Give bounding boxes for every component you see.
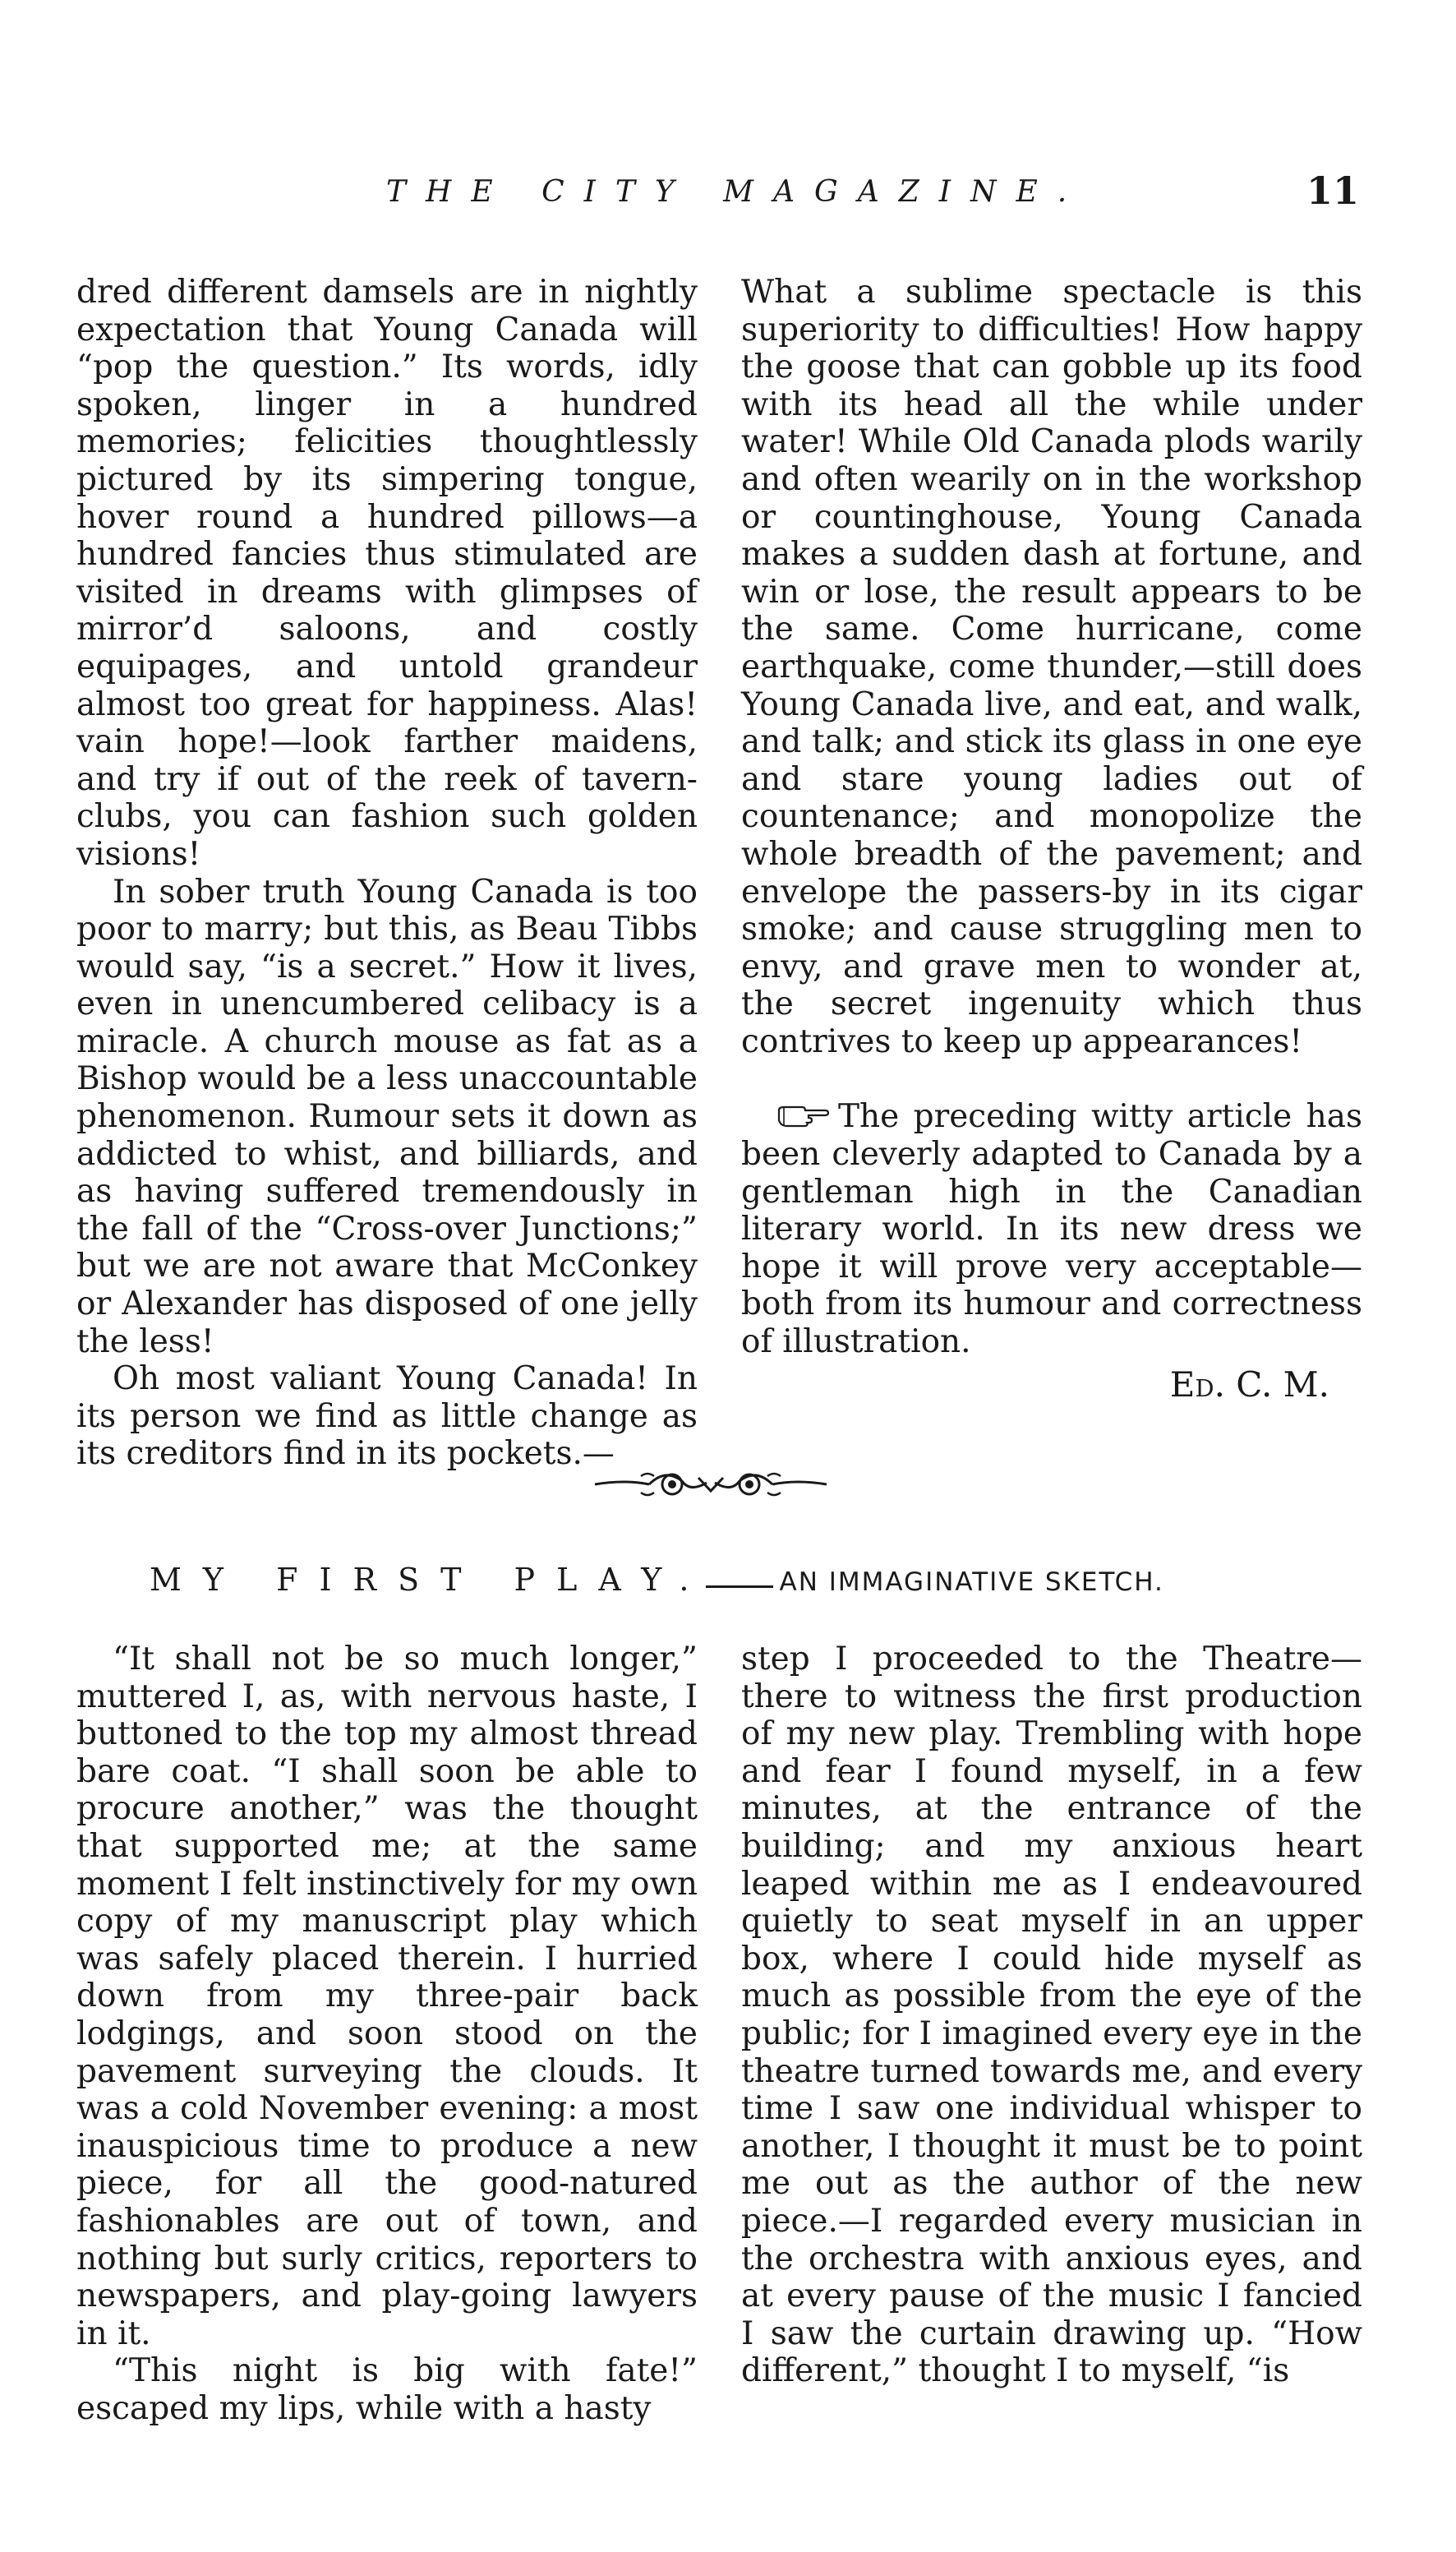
article2-paragraph: “This night is big with fate!” escaped my lips, while with a hasty bbox=[76, 2352, 698, 2427]
page-header bbox=[0, 168, 1456, 218]
article1-column-left bbox=[76, 274, 698, 1473]
article2-paragraph: “It shall not be so much longer,” muttered I, as, with nervous haste, I buttoned to the top my almost thread bare coat. “I shall soon be able to procure another,” was the thought that supported me; at the same moment I felt instinctively for my own copy of my manuscript play which was safely placed therein. I hurried down from my three-pair back lodgings, and soon stood on the pavement surveying the clouds. It was a cold November evening: a most inauspicious time to produce a new piece, for all the good-natured fashionables are out of town, and nothing but surly critics, reporters to newspapers, and play-going lawyers in it. bbox=[76, 1641, 698, 2352]
page-number: 11 bbox=[1306, 168, 1360, 213]
pointing-hand-icon bbox=[777, 1104, 830, 1128]
article-title: MY FIRST PLAY. bbox=[150, 1562, 711, 1598]
article2-column-left bbox=[76, 1641, 698, 2427]
article1-paragraph: Oh most valiant Young Canada! In its person we find as little change as its creditors find in its pockets.— bbox=[76, 1360, 698, 1473]
editor-signature: Ed. C. M. bbox=[1169, 1364, 1329, 1405]
article1-paragraph: In sober truth Young Canada is too poor to marry; but this, as Beau Tibbs would say, “is a secret.” How it lives, even in unencumbered celibacy is a miracle. A church mouse as fat as a Bishop would be a less unaccountable phenomenon. Rumour sets it down as addicted to whist, and billiards, and as having suffered tremendously in the fall of the “Cross-over Junctions;” but we are not aware that McConkey or Alexander has disposed of one jelly the less! bbox=[76, 873, 698, 1360]
section-title bbox=[150, 1562, 1300, 1608]
running-title: THE CITY MAGAZINE. bbox=[386, 175, 1087, 209]
floral-ornament-divider bbox=[592, 1460, 830, 1509]
article1-column-right bbox=[741, 274, 1362, 1403]
article1-paragraph: dred different damsels are in nightly expectation that Young Canada will “pop the question.” Its words, idly spoken, linger in a hundred memories; felicities thoughtlessly pictured by its simpering tongue, hover round a hundred pillows—a hundred fancies thus stimulated are visited in dreams with glimpses of mirror’d saloons, and costly equipages, and untold grandeur almost too great for happiness. Alas! vain hope!—look farther maidens, and try if out of the reek of tavern-clubs, you can fashion such golden visions! bbox=[76, 274, 698, 873]
article2-column-right bbox=[741, 1641, 1362, 2390]
article2-paragraph: step I proceeded to the Theatre—there to witness the first production of my new play. Trembling with hope and fear I found myself, in a few minutes, at the entrance of the building; and my anxious heart leaped within me as I endeavoured quietly to seat myself in an upper box, where I could hide myself as much as possible from the eye of the public; for I imagined every eye in the theatre turned towards me, and every time I saw one individual whisper to another, I thought it must be to point me out as the author of the new piece.—I regarded every musician in the orchestra with anxious eyes, and at every pause of the music I fancied I saw the curtain drawing up. “How different,” thought I to myself, “is bbox=[741, 1641, 1362, 2390]
editor-note bbox=[741, 1098, 1362, 1360]
editor-note-text: The preceding witty article has been cleverly adapted to Canada by a gentleman high in the Canadian literary world. In its new dress we hope it will prove very acceptable—both from its humour and correctness of illustration. bbox=[741, 1098, 1362, 1361]
title-dash bbox=[706, 1585, 773, 1588]
article-subtitle: AN IMMAGINATIVE SKETCH. bbox=[779, 1567, 1164, 1597]
article1-paragraph: What a sublime spectacle is this superiority to difficulties! How happy the goose that can gobble up its food with its head all the while under water! While Old Canada plods warily and often wearily on in the workshop or countinghouse, Young Canada makes a sudden dash at fortune, and win or lose, the result appears to be the same. Come hurricane, come earthquake, come thunder,—still does Young Canada live, and eat, and walk, and talk; and stick its glass in one eye and stare young ladies out of countenance; and monopolize the whole breadth of the pavement; and envelope the passers-by in its cigar smoke; and cause struggling men to envy, and grave men to wonder at, the secret ingenuity which thus contrives to keep up appearances! bbox=[741, 274, 1362, 1060]
